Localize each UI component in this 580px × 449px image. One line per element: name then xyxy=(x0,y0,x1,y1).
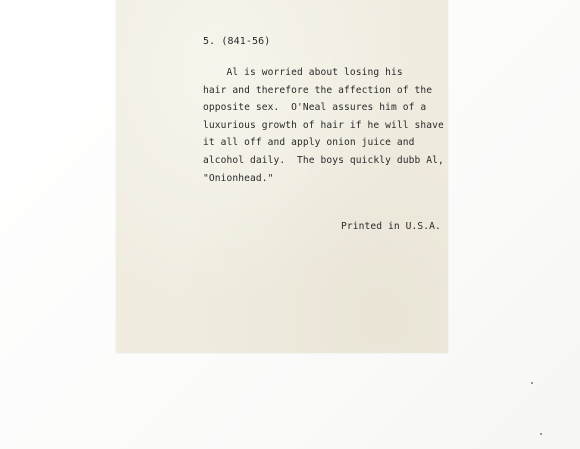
printed-in-usa-note: Printed in U.S.A. xyxy=(341,221,441,232)
paragraph-line-3: opposite sex. O'Neal assures him of a xyxy=(203,102,427,114)
paragraph-line-2: hair and therefore the affection of the xyxy=(203,84,433,96)
caption-paragraph xyxy=(203,64,444,187)
paragraph-line-1: Al is worried about losing his xyxy=(203,67,403,78)
paragraph-line-4: luxurious growth of hair if he will shave xyxy=(203,119,444,131)
paragraph-line-6: alcohol daily. The boys quickly dubb Al, xyxy=(203,154,444,166)
paragraph-line-5: it all off and apply onion juice and xyxy=(203,137,415,149)
reference-number: 5. (841-56) xyxy=(203,36,271,47)
paragraph-line-7: "Onionhead." xyxy=(203,172,274,184)
dust-speck xyxy=(531,382,533,384)
caption-card xyxy=(116,0,448,353)
dust-speck xyxy=(540,433,542,435)
